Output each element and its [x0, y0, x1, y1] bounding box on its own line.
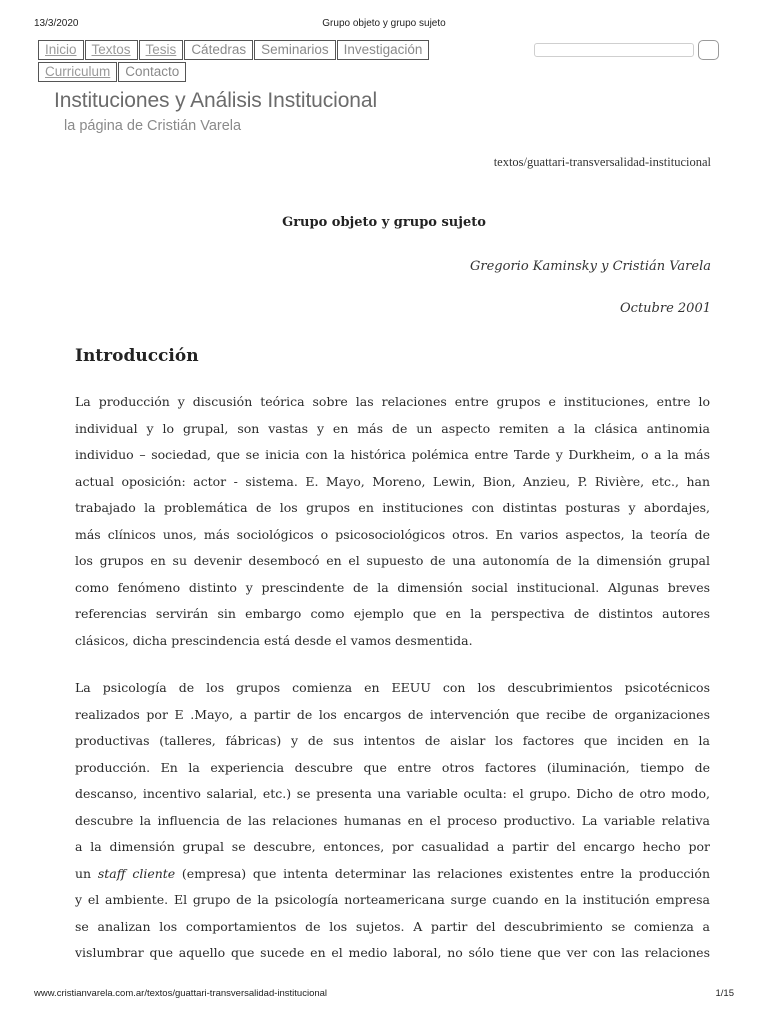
paragraph-line: descanso, incentivo salarial, etc.) se presenta una variable oculta: el grupo. Dicho de otro modo, [75, 786, 710, 801]
paragraph-line: productivas (talleres, fábricas) y de sus intentos de aislar los factores que inciden en la [75, 733, 710, 748]
nav-item-tesis[interactable]: Tesis [139, 40, 184, 60]
main-nav [38, 40, 478, 84]
paragraph-line: y el ambiente. El grupo de la psicología norteamericana surge cuando en la institución empresa [75, 892, 710, 907]
paragraph-line: individual y lo grupal, son vastas y en más de un aspecto remiten a la clásica antinomia [75, 420, 710, 436]
search-input[interactable] [534, 43, 694, 57]
paragraph-2 [75, 675, 710, 967]
page-number: 1/15 [715, 988, 734, 999]
nav-item-investigacion[interactable]: Investigación [337, 40, 430, 60]
text-run: un [75, 865, 98, 881]
paragraph-line: vislumbrar que aquello que sucede en el medio laboral, no sólo tiene que ver con las relaciones [75, 945, 710, 960]
site-title: Instituciones y Análisis Institucional [54, 89, 378, 112]
print-url: www.cristianvarela.com.ar/textos/guattari-transversalidad-institucional [34, 988, 328, 999]
article-date: Octubre 2001 [620, 301, 711, 316]
paragraph-line: realizados por E .Mayo, a partir de los encargos de intervención que recibe de organizaciones [75, 706, 710, 722]
article-authors: Gregorio Kaminsky y Cristián Varela [470, 259, 711, 274]
paragraph-line: La producción y discusión teórica sobre las relaciones entre grupos e instituciones, entre lo [75, 394, 710, 409]
article-title: Grupo objeto y grupo sujeto [282, 215, 486, 230]
site-subtitle: la página de Cristián Varela [64, 118, 242, 134]
paragraph-line: como fenómeno distinto y prescindente de la dimensión social institucional. Algunas breves [75, 579, 710, 595]
section-heading: Introducción [75, 346, 199, 366]
nav-item-contacto[interactable]: Contacto [118, 62, 186, 82]
paragraph-line: más clínicos unos, más sociológicos o psicosociológicos otros. En varios aspectos, la teoría de [75, 526, 710, 542]
paragraph-line: referencias servirán sin embargo como ejemplo que en la perspectiva de distintos autores [75, 606, 710, 621]
paragraph-line: clásicos, dicha prescindencia está desde el vamos desmentida. [75, 632, 473, 648]
paragraph-line: individuo – sociedad, que se inicia con la histórica polémica entre Tarde y Durkheim, o a la más [75, 447, 710, 462]
paragraph-line: La psicología de los grupos comienza en EEUU con los descubrimientos psicotécnicos [75, 680, 710, 695]
text-run: (empresa) que intenta determinar las relaciones existentes entre la producción [175, 865, 710, 881]
nav-item-inicio[interactable]: Inicio [38, 40, 84, 60]
print-footer [34, 988, 734, 1002]
nav-item-textos[interactable]: Textos [85, 40, 138, 60]
search-button[interactable] [698, 40, 719, 60]
breadcrumb: textos/guattari-transversalidad-institucional [493, 155, 711, 169]
paragraph-line: descubre la influencia de las relaciones humanas en el proceso productivo. La variable relativa [75, 812, 710, 828]
paragraph-line: actual oposición: actor - sistema. E. Mayo, Moreno, Lewin, Bion, Anzieu, P. Rivière, etc., han [75, 473, 710, 489]
nav-item-curriculum[interactable]: Curriculum [38, 62, 117, 82]
print-date: 13/3/2020 [34, 18, 79, 29]
paragraph-line: a la dimensión grupal se descubre, entonces, por casualidad a partir del encargo hecho por [75, 839, 710, 854]
italic-term: staff cliente [97, 865, 176, 881]
paragraph-line-mixed [75, 861, 710, 888]
paragraph-line: producción. En la experiencia descubre que entre otros factores (iluminación, tiempo de [75, 759, 710, 775]
paragraph-line: se analizan los comportamientos de los sujetos. A partir del descubrimiento se comienza a [75, 918, 710, 934]
paragraph-line: trabajado la problemática de los grupos en instituciones con distintas posturas y abordajes, [75, 500, 710, 515]
paragraph-line: los grupos en su devenir desembocó en el supuesto de una autonomía de la dimensión grupal [75, 553, 710, 568]
paragraph-1 [75, 389, 710, 654]
print-header [34, 18, 734, 32]
print-title: Grupo objeto y grupo sujeto [322, 18, 446, 29]
nav-item-catedras[interactable]: Cátedras [184, 40, 253, 60]
nav-item-seminarios[interactable]: Seminarios [254, 40, 336, 60]
